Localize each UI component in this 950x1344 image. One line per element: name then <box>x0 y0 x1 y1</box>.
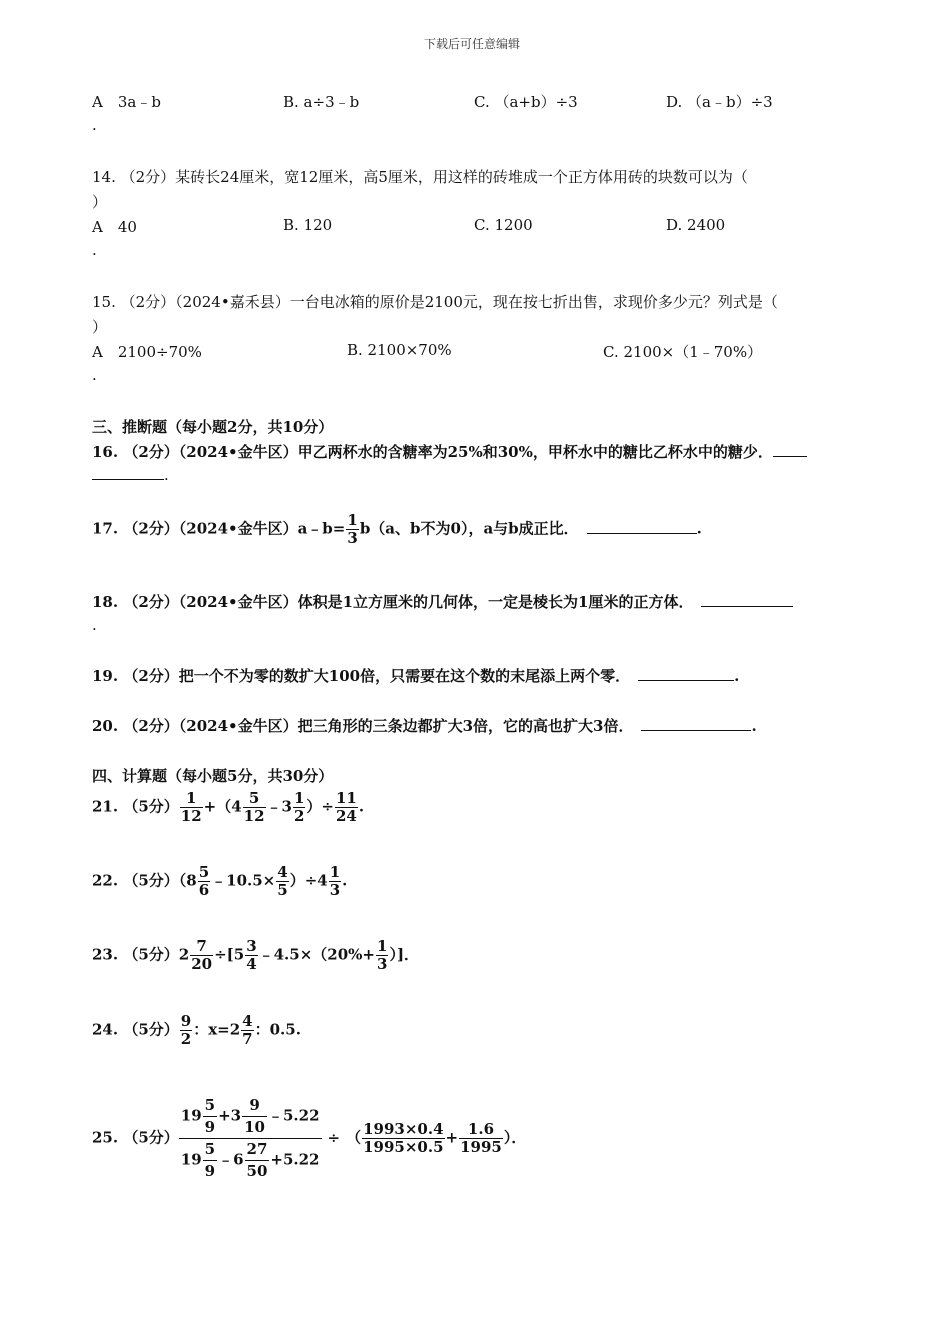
q20-answer-blank[interactable] <box>641 718 751 731</box>
q18-answer-blank[interactable] <box>701 594 793 607</box>
q15-option-a: A 2100÷70% <box>92 343 202 361</box>
q14-option-d: D. 2400 <box>666 216 726 234</box>
q17-pre: 17. （2分）（2024•金牛区）a﹣b= <box>92 519 346 538</box>
q15-stem: 15. （2分）（2024•嘉禾县）一台电冰箱的原价是2100元，现在按七折出售，求现价多少元？列式是（ <box>92 293 778 311</box>
q23-frac-1: $\frac{7}{20}$ <box>191 937 213 973</box>
q16-line <box>92 441 807 462</box>
q16-line2 <box>92 466 169 484</box>
q25-frac-right-2: $\frac{1.6}{1995}$ <box>460 1120 502 1156</box>
q17-fraction: $\frac{1}{3}$ <box>347 511 358 547</box>
q16-end: . <box>164 466 169 484</box>
q24-frac-2: $\frac{4}{7}$ <box>242 1012 253 1048</box>
q15-dot: . <box>92 366 97 384</box>
q13-option-d: D. （a﹣b）÷3 <box>666 93 773 111</box>
q20-text: 20. （2分）（2024•金牛区）把三角形的三条边都扩大3倍，它的高也扩大3倍． <box>92 717 634 735</box>
q21-label: 21. （5分） <box>92 797 179 816</box>
q18-dot: . <box>92 616 97 634</box>
q22-frac-1: $\frac{5}{6}$ <box>198 863 210 899</box>
q14-option-b: B. 120 <box>283 216 333 234</box>
q22-label: 22. （5分） <box>92 871 179 890</box>
q14-stem: 14. （2分）某砖长24厘米，宽12厘米，高5厘米，用这样的砖堆成一个正方体用砖的块数可以为（ <box>92 168 748 186</box>
q20-end: . <box>751 717 757 735</box>
q16-answer-blank-cont[interactable] <box>92 467 164 480</box>
q23-frac-2: $\frac{3}{4}$ <box>246 937 257 973</box>
q14-dot: . <box>92 241 97 259</box>
q19-end: . <box>734 667 740 685</box>
q24-expression: 24. （5分） $\frac{9}{2}$ ：x=2 $\frac{4}{7}$ ：0.5. <box>92 1012 301 1048</box>
q25-divide: ÷ <box>327 1128 341 1147</box>
q19-text: 19. （2分）把一个不为零的数扩大100倍，只需要在这个数的末尾添上两个零． <box>92 667 631 685</box>
q13-option-b: B. a÷3﹣b <box>283 93 360 111</box>
q25-main-fraction <box>179 1097 322 1180</box>
q25-frac-right-1: $\frac{1993\times 0.4}{1995\times 0.5}$ <box>363 1120 444 1156</box>
q17-post: b（a、b不为0），a与b成正比． <box>359 519 579 538</box>
q25-label: 25. （5分） <box>92 1128 179 1147</box>
q16-answer-blank[interactable] <box>773 444 807 457</box>
q23-label: 23. （5分） <box>92 945 179 964</box>
q13-dot: . <box>92 116 97 134</box>
page-header: 下载后可任意编辑 <box>424 37 521 51</box>
q23-expression: 23. （5分）2 $\frac{7}{20}$ ÷[5 $\frac{3}{4}$ ﹣4.5×（20%+ $\frac{1}{3}$ ）]． <box>92 937 420 973</box>
q21-frac-3: $\frac{1}{2}$ <box>293 789 305 825</box>
q14-stem-close: ） <box>92 193 108 211</box>
section-3-title: 三、推断题（每小题2分，共10分） <box>92 418 334 436</box>
q24-label: 24. （5分） <box>92 1020 179 1039</box>
q13-option-c: C. （a+b）÷3 <box>474 93 578 111</box>
q21-frac-1: $\frac{1}{12}$ <box>180 789 202 825</box>
q21-frac-2: $\frac{5}{12}$ <box>243 789 265 825</box>
q19-answer-blank[interactable] <box>638 668 734 681</box>
q25-numerator: 19 $\frac{5}{9}$ +3 $\frac{9}{10}$ ﹣5.22 <box>179 1097 322 1139</box>
q24-frac-1: $\frac{9}{2}$ <box>180 1012 192 1048</box>
q15-option-c: C. 2100×（1﹣70%） <box>603 343 763 361</box>
q23-frac-3: $\frac{1}{3}$ <box>377 937 388 973</box>
q21-frac-4: $\frac{11}{24}$ <box>335 789 357 825</box>
q25-expression: 25. （5分） 19 $\frac{5}{9}$ +3 $\frac{9}{10}$ ﹣5.22 19 $\frac{5}{9}$ ﹣6 $\frac{27}{50}$ +5.22 ÷ （ $\frac{1993\times 0.4}{1995\times 0.5}$ + $\frac{1.6}{1995}$ ）． <box>92 1096 527 1180</box>
q19-line <box>92 665 739 686</box>
q14-option-a: A 40 <box>92 218 137 236</box>
q17-end: . <box>696 519 702 538</box>
q25-denominator: 19 $\frac{5}{9}$ ﹣6 $\frac{27}{50}$ +5.22 <box>180 1140 320 1180</box>
q22-frac-3: $\frac{1}{3}$ <box>329 863 341 899</box>
q15-option-b: B. 2100×70% <box>347 341 452 359</box>
q15-stem-close: ） <box>92 318 108 336</box>
q13-option-a: A 3a﹣b <box>92 93 161 111</box>
section-4-title: 四、计算题（每小题5分，共30分） <box>92 767 334 785</box>
q20-line <box>92 715 757 736</box>
q18-line <box>92 591 793 612</box>
q17-line <box>92 512 702 547</box>
q22-expression: 22. （5分）（8 $\frac{5}{6}$ ﹣10.5× $\frac{4}{5}$ ）÷4 $\frac{1}{3}$ . <box>92 863 348 899</box>
q17-answer-blank[interactable] <box>587 521 697 534</box>
q16-text: 16. （2分）（2024•金牛区）甲乙两杯水的含糖率为25%和30%，甲杯水中的糖比乙杯水中的糖少． <box>92 443 773 461</box>
q22-frac-2: $\frac{4}{5}$ <box>277 863 288 899</box>
q21-expression: 21. （5分） $\frac{1}{12}$ +（4 $\frac{5}{12}$ ﹣3 $\frac{1}{2}$ ）÷ $\frac{11}{24}$ . <box>92 789 365 825</box>
q14-option-c: C. 1200 <box>474 216 533 234</box>
q18-text: 18. （2分）（2024•金牛区）体积是1立方厘米的几何体，一定是棱长为1厘米的正方体． <box>92 593 694 611</box>
